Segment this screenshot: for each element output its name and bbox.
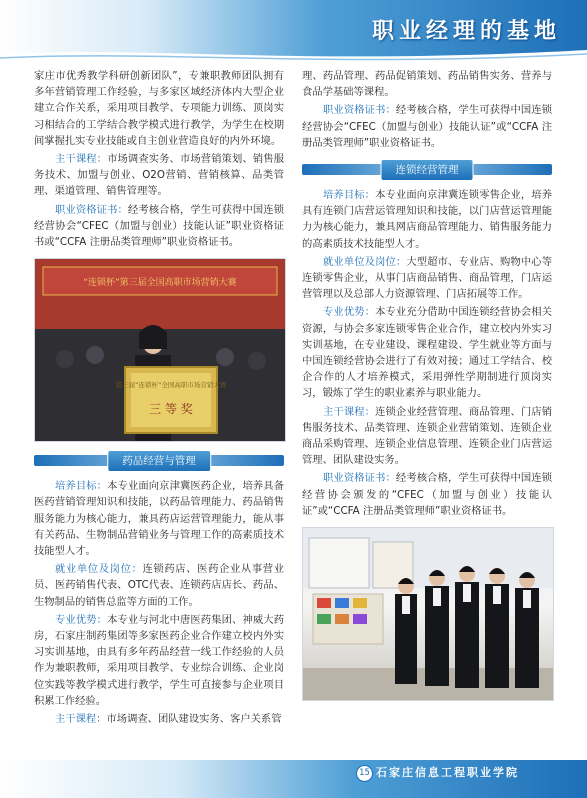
award-photo xyxy=(34,258,286,442)
section-divider-pharmacy xyxy=(34,450,284,470)
award-photo-illustration xyxy=(35,259,285,441)
footer-school-name: 石家庄信息工程职业学院 xyxy=(376,766,519,779)
students-photo xyxy=(302,527,554,701)
page-number: 15 xyxy=(356,765,373,782)
jobs-label: 就业单位及岗位： xyxy=(55,563,143,576)
cert-text: 经考核合格，学生可获得中国连锁经营协会颁发的“CFEC（加盟与创业）技能认证”或“CCFA 注册品类管理师”职业资格证书。 xyxy=(302,472,553,517)
courses-paragraph xyxy=(34,151,284,200)
section-divider-chain xyxy=(302,159,552,179)
advantage-label: 专业优势： xyxy=(323,306,376,319)
jobs-text: 大型超市、专业店、购物中心等连锁零售企业，从事门店商品销售、商品管理，门店运营管理以及总部人力资源管理、门店拓展等工作。 xyxy=(302,255,553,301)
cert-paragraph xyxy=(302,102,552,151)
cert-label: 职业资格证书： xyxy=(55,203,128,216)
courses-text: 市场调查、团队建设实务、客户关系管 xyxy=(106,713,282,726)
header-wave-decoration xyxy=(0,44,587,66)
cert-label: 职业资格证书： xyxy=(323,472,396,485)
left-column xyxy=(34,68,284,729)
jobs-paragraph-chain xyxy=(302,254,552,303)
courses-text: 市场调查实务、市场营销策划、销售服务技术、加盟与创业、O2O营销、营销核算、品类管理、渠道管理、销售管理等。 xyxy=(34,153,285,198)
right-column xyxy=(302,68,552,701)
students-photo-illustration xyxy=(303,528,553,700)
courses-text: 连锁企业经营管理、商品管理、门店销售服务技术、品类管理、连锁企业营销策划、连锁企业商品采购管理、连锁企业信息管理、连锁企业门店营运管理、团队建设实务。 xyxy=(302,405,553,467)
goal-paragraph-chain xyxy=(302,187,552,252)
section-title-pharmacy: 药品经营与管理 xyxy=(107,450,211,472)
cert-label: 职业资格证书： xyxy=(323,104,396,117)
goal-paragraph-pharmacy xyxy=(34,478,284,559)
goal-text: 本专业面向京津冀医药企业，培养具备医药营销管理知识和技能，以药品管理能力、药品销售服务能力为核心能力，兼具药店运营管理能力，能从事有关药品、生物制品营销业务与管理工作的高素质技术技能型人才。 xyxy=(34,480,285,558)
goal-label: 培养目标： xyxy=(323,189,376,202)
jobs-label: 就业单位及岗位： xyxy=(323,255,407,268)
cert-paragraph-chain xyxy=(302,470,552,519)
cert-text: 经考核合格，学生可获得中国连锁经营协会“CFEC（加盟与创业）技能认证”职业资格证书或“CCFA 注册品类管理师”职业资格证书。 xyxy=(34,203,285,249)
courses-paragraph-chain xyxy=(302,404,552,469)
section-title-chain: 连锁经营管理 xyxy=(381,159,474,181)
goal-text: 本专业面向京津冀连锁零售企业，培养具有连锁门店营运管理知识和技能，以门店营运管理能力为核心能力，兼具网店商品管理能力、销售服务能力的高素质技术技能型人才。 xyxy=(302,189,553,250)
intro-paragraph: 家庄市优秀教学科研创新团队”，专兼职教师团队拥有多年营销管理工作经验，与多家区域经济体内大型企业建立合作关系，采用项目教学、专项能力训练、顶岗实习相结合的工学结合教学模式进行教学，为学生在校期间掌握扎实专业技能或自主创业营造良好的内外环境。 xyxy=(34,70,284,147)
award-prize-text: 三 等 奖 xyxy=(149,402,193,417)
advantage-label: 专业优势： xyxy=(55,613,108,626)
courses-label: 主干课程： xyxy=(55,713,107,726)
advantage-paragraph-chain xyxy=(302,304,552,401)
courses-paragraph-pharmacy xyxy=(34,711,284,727)
advantage-text: 本专业与河北中唐医药集团、神威大药房，石家庄制药集团等多家医药企业合作建立校内外实习实训基地，由具有多年药品经营一线工作经验的人员作为兼职教师，采用项目教学、专业综合训练、企业岗位实践等教学模式进行教学，学生可直接参与企业项目积累工作经验。 xyxy=(34,613,285,707)
jobs-text: 连锁药店、医药企业从事营业员、医药销售代表、OTC代表、连锁药店店长、药品、生物制品的销售总监等方面的工作。 xyxy=(34,563,285,608)
page-header xyxy=(0,0,587,60)
advantage-paragraph-pharmacy xyxy=(34,612,284,709)
courses-label: 主干课程： xyxy=(323,405,376,418)
cert-text: 经考核合格，学生可获得中国连锁经营协会“CFEC（加盟与创业）技能认证”或“CCFA 注册品类管理师”职业资格证书。 xyxy=(302,104,553,149)
goal-label: 培养目标： xyxy=(55,480,108,493)
continued-paragraph: 理、药品管理、药品促销策划、药品销售实务、营养与食品学基础等课程。 xyxy=(302,70,552,99)
page-title: 职业经理的基地 xyxy=(371,18,561,44)
award-board-text: 第三届“连锁杯”全国高职市场营销大赛 xyxy=(115,381,227,390)
photo-banner-text: “连锁杯”第三届全国高职市场营销大赛 xyxy=(83,278,237,289)
courses-label: 主干课程： xyxy=(55,153,108,166)
advantage-text: 本专业充分借助中国连锁经营协会相关资源，与协会多家连锁零售企业合作，建立校内外实习实训基地，在专业建设、课程建设、学生就业等方面与中国连锁经营协会进行了有效对接；通过工学结合、校企合作的人才培养模式，采用弹性学期制进行顶岗实习，锻炼了学生的职业素养与职业能力。 xyxy=(302,306,553,400)
cert-paragraph xyxy=(34,202,284,251)
jobs-paragraph-pharmacy xyxy=(34,561,284,610)
